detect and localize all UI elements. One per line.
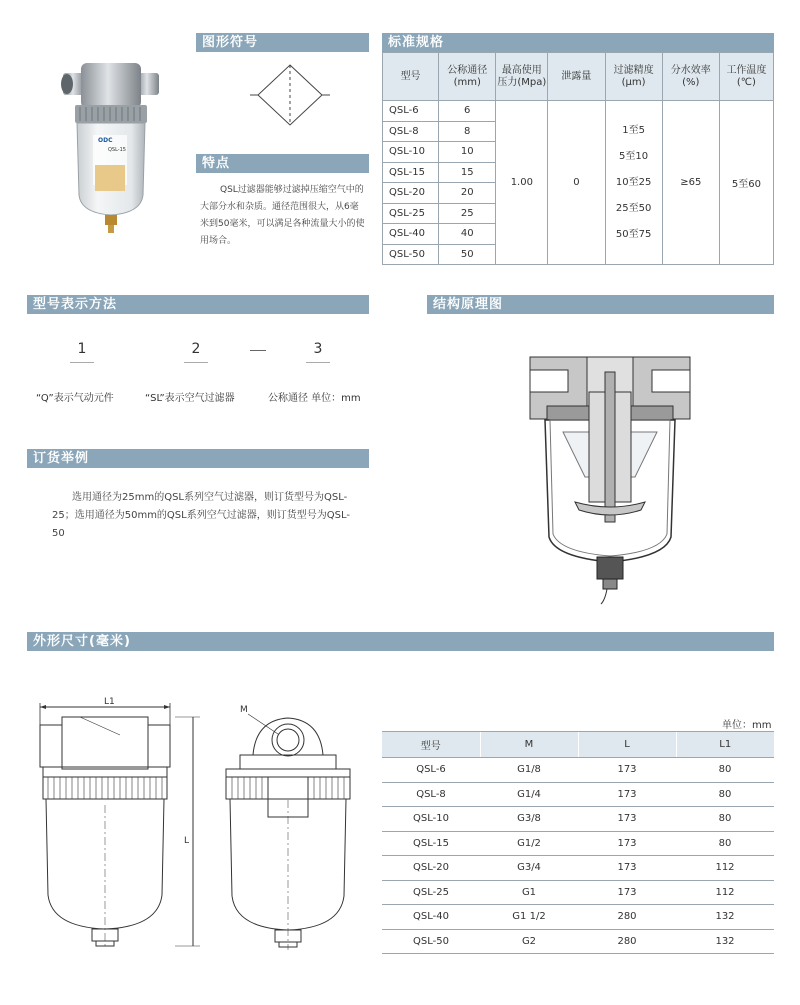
precision-value: 5至10 <box>619 150 649 162</box>
dim-cell: 112 <box>676 856 774 881</box>
dim-cell: QSL-20 <box>382 856 480 881</box>
dim-cell: QSL-25 <box>382 880 480 905</box>
precision-value: 1至5 <box>622 124 645 136</box>
section-header-order: 订货举例 <box>27 449 369 468</box>
model-number-1: 1 <box>77 341 87 357</box>
dim-cell: 173 <box>578 758 676 783</box>
dim-cell: 80 <box>676 831 774 856</box>
product-photo <box>55 55 165 235</box>
table-row <box>383 101 774 122</box>
dim-cell: G1 1/2 <box>480 905 578 930</box>
spec-model: QSL-20 <box>383 183 439 204</box>
dim-cell: 80 <box>676 782 774 807</box>
model-number-3: 3 <box>313 341 323 357</box>
dim-cell: 112 <box>676 880 774 905</box>
dim-cell: G1/8 <box>480 758 578 783</box>
dimension-drawing-front <box>30 695 205 955</box>
spec-bore: 15 <box>439 162 496 183</box>
spec-bore: 50 <box>439 244 496 265</box>
dim-cell: 173 <box>578 880 676 905</box>
dim-cell: G2 <box>480 929 578 954</box>
section-header-spec: 标准规格 <box>382 33 774 52</box>
dim-cell: QSL-8 <box>382 782 480 807</box>
spec-table <box>382 52 774 265</box>
spec-model: QSL-15 <box>383 162 439 183</box>
dim-cell: 173 <box>578 782 676 807</box>
spec-bore: 40 <box>439 224 496 245</box>
dim-col-model: 型号 <box>382 732 480 758</box>
spec-col-precision: 过滤精度(μm) <box>605 53 662 101</box>
dim-cell: 132 <box>676 905 774 930</box>
dim-cell: 173 <box>578 856 676 881</box>
table-row <box>382 758 774 783</box>
section-header-symbol: 图形符号 <box>196 33 369 52</box>
spec-col-pressure: 最高使用压力(Mpa) <box>496 53 548 101</box>
feature-text: QSL过滤器能够过滤掉压缩空气中的大部分水和杂质。通径范围很大，从6毫米到50毫米，可以满足各种流量大小的使用场合。 <box>200 185 365 246</box>
spec-efficiency: ≥65 <box>662 101 719 265</box>
spec-model: QSL-40 <box>383 224 439 245</box>
table-row <box>382 856 774 881</box>
model-underline-2 <box>184 362 208 363</box>
spec-bore: 20 <box>439 183 496 204</box>
spec-bore: 25 <box>439 203 496 224</box>
dim-cell: G3/8 <box>480 807 578 832</box>
dim-cell: QSL-50 <box>382 929 480 954</box>
table-row <box>382 807 774 832</box>
spec-col-bore: 公称通径(mm) <box>439 53 496 101</box>
dim-unit: 单位：mm <box>722 720 772 731</box>
model-underline-3 <box>306 362 330 363</box>
dim-col-l1: L1 <box>676 732 774 758</box>
dim-cell: 173 <box>578 831 676 856</box>
dim-table <box>382 731 774 954</box>
dim-cell: G1 <box>480 880 578 905</box>
dimension-drawing-side <box>218 700 358 955</box>
spec-leakage: 0 <box>548 101 605 265</box>
product-model-label: QSL-15 <box>108 147 126 153</box>
model-underline-1 <box>70 362 94 363</box>
filter-symbol <box>250 60 330 130</box>
spec-col-temperature: 工作温度(℃) <box>719 53 773 101</box>
spec-col-efficiency: 分水效率(%) <box>662 53 719 101</box>
table-row <box>382 929 774 954</box>
precision-value: 10至25 <box>615 176 652 188</box>
model-label-3: 公称通径 单位：mm <box>268 393 361 404</box>
spec-header-row <box>383 53 774 101</box>
section-header-feature: 特点 <box>196 154 369 173</box>
dim-cell: G1/2 <box>480 831 578 856</box>
spec-col-model: 型号 <box>383 53 439 101</box>
dim-cell: 173 <box>578 807 676 832</box>
spec-temperature: 5至60 <box>719 101 773 265</box>
dim-col-m: M <box>480 732 578 758</box>
dim-cell: QSL-40 <box>382 905 480 930</box>
dim-label-l: L <box>184 836 190 846</box>
model-number-2: 2 <box>191 341 201 357</box>
dim-header-row <box>382 732 774 758</box>
precision-value: 50至75 <box>615 228 652 240</box>
dim-cell: G1/4 <box>480 782 578 807</box>
dim-cell: QSL-15 <box>382 831 480 856</box>
dim-label-m: M <box>240 705 248 715</box>
dim-cell: G3/4 <box>480 856 578 881</box>
dim-label-l1: L1 <box>104 697 115 707</box>
spec-model: QSL-6 <box>383 101 439 122</box>
spec-bore: 6 <box>439 101 496 122</box>
spec-bore: 10 <box>439 142 496 163</box>
table-row <box>382 782 774 807</box>
spec-col-leakage: 泄露量 <box>548 53 605 101</box>
table-row <box>382 831 774 856</box>
dim-cell: 132 <box>676 929 774 954</box>
spec-model: QSL-50 <box>383 244 439 265</box>
spec-model: QSL-10 <box>383 142 439 163</box>
spec-bore: 8 <box>439 121 496 142</box>
model-label-2: “SL”表示空气过滤器 <box>145 393 235 404</box>
model-label-1: “Q”表示气动元件 <box>36 393 114 404</box>
dim-cell: 280 <box>578 905 676 930</box>
dim-cell: 80 <box>676 807 774 832</box>
section-header-model-method: 型号表示方法 <box>27 295 369 314</box>
dim-col-l: L <box>578 732 676 758</box>
product-brand-label: ODC <box>98 137 113 144</box>
precision-value: 25至50 <box>615 202 652 214</box>
dim-cell: 280 <box>578 929 676 954</box>
section-header-dimension: 外形尺寸(毫米) <box>27 632 774 651</box>
structure-diagram <box>525 352 695 607</box>
spec-pressure: 1.00 <box>496 101 548 265</box>
dim-cell: 80 <box>676 758 774 783</box>
spec-precision-cell <box>605 101 662 265</box>
spec-model: QSL-8 <box>383 121 439 142</box>
dim-cell: QSL-10 <box>382 807 480 832</box>
table-row <box>382 905 774 930</box>
table-row <box>382 880 774 905</box>
section-header-structure: 结构原理图 <box>427 295 774 314</box>
spec-model: QSL-25 <box>383 203 439 224</box>
model-dash <box>250 350 266 351</box>
dim-cell: QSL-6 <box>382 758 480 783</box>
order-text: 选用通径为25mm的QSL系列空气过滤器，则订货型号为QSL-25；选用通径为50mm的QSL系列空气过滤器，则订货型号为QSL-50 <box>52 492 350 539</box>
